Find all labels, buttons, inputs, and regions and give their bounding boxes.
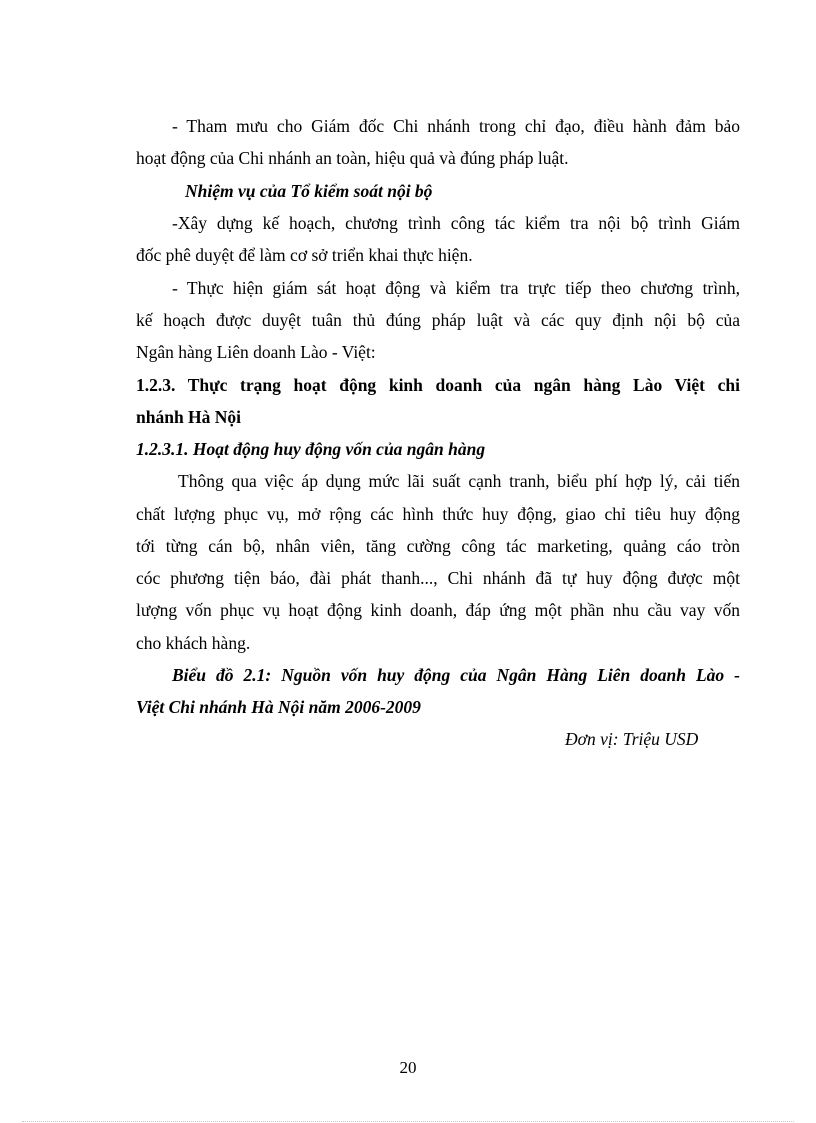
page-number: 20 (399, 1058, 417, 1077)
paragraph-line-17: cho khách hàng. (136, 633, 251, 653)
paragraph-line-4: -Xây dựng kế hoạch, chương trình công tác kiểm tra nội bộ trình Giám (172, 213, 740, 233)
section-heading-1-2-3: 1.2.3. Thực trạng hoạt động kinh doanh của ngân hàng Lào Việt chi (136, 375, 740, 395)
paragraph-line-2: hoạt động của Chi nhánh an toàn, hiệu quả và đúng pháp luật. (136, 148, 569, 168)
paragraph-line-5: đốc phê duyệt để làm cơ sở triển khai thực hiện. (136, 245, 473, 265)
chart-caption-cont: Việt Chi nhánh Hà Nội năm 2006-2009 (136, 697, 421, 717)
paragraph-line-8: Ngân hàng Liên doanh Lào - Việt: (136, 342, 376, 362)
paragraph-line-6: - Thực hiện giám sát hoạt động và kiểm tra trực tiếp theo chương trình, (172, 278, 740, 298)
section-heading-1-2-3-1: 1.2.3.1. Hoạt động huy động vốn của ngân hàng (136, 439, 486, 459)
section-subheading-internal-audit: Nhiệm vụ của Tổ kiểm soát nội bộ (185, 181, 433, 201)
unit-label: Đơn vị: Triệu USD (565, 729, 699, 749)
paragraph-line-16: lượng vốn phục vụ hoạt động kinh doanh, đáp ứng một phần nhu cầu vay vốn (136, 600, 740, 620)
page-bottom-border (22, 1121, 794, 1122)
paragraph-line-1: - Tham mưu cho Giám đốc Chi nhánh trong chỉ đạo, điều hành đảm bảo (172, 116, 740, 136)
paragraph-line-12: Thông qua việc áp dụng mức lãi suất cạnh tranh, biểu phí hợp lý, cải tiến (178, 471, 740, 491)
paragraph-line-7: kế hoạch được duyệt tuân thủ đúng pháp luật và các quy định nội bộ của (136, 310, 740, 330)
chart-caption: Biểu đồ 2.1: Nguồn vốn huy động của Ngân Hàng Liên doanh Lào - (172, 665, 740, 685)
paragraph-line-13: chất lượng phục vụ, mở rộng các hình thức huy động, giao chỉ tiêu huy động (136, 504, 740, 524)
paragraph-line-14: tới từng cán bộ, nhân viên, tăng cường công tác marketing, quảng cáo tròn (136, 536, 740, 556)
section-heading-1-2-3-cont: nhánh Hà Nội (136, 407, 242, 427)
paragraph-line-15: cóc phương tiện báo, đài phát thanh..., Chi nhánh đã tự huy động được một (136, 568, 740, 588)
